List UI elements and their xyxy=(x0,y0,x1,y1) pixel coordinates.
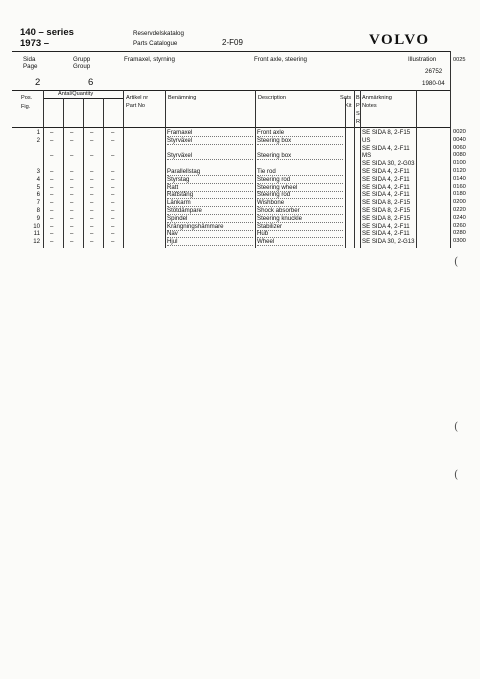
col-p: P xyxy=(356,103,360,109)
table-row xyxy=(0,191,480,199)
volvo-logo: VOLVO xyxy=(369,32,430,48)
row-quantity: – xyxy=(50,152,54,160)
col-name-sv: Benämning xyxy=(168,95,197,101)
row-note: SE SIDA 4, 2-F11 xyxy=(362,175,410,183)
group-label-en: Group xyxy=(73,63,91,70)
row-quantity: – xyxy=(111,152,115,160)
row-name-sv: Styrväxel xyxy=(167,152,253,160)
row-quantity: – xyxy=(50,207,54,214)
row-name-sv: Styrstag xyxy=(167,176,253,184)
row-description: Steering box xyxy=(257,137,343,145)
col-pos: Pos. xyxy=(21,95,33,101)
row-description: Shock absorber xyxy=(257,207,343,215)
row-note: SE SIDA 30, 2-G13 xyxy=(362,238,415,246)
catalog-title-sv: Reservdelskatalog xyxy=(133,30,184,37)
row-name-sv: Spindel xyxy=(167,215,253,223)
table-row xyxy=(0,168,480,176)
row-description: Wheel xyxy=(257,238,343,246)
table-row xyxy=(0,152,480,160)
row-pos: 5 xyxy=(36,183,40,191)
table-row xyxy=(0,238,480,246)
row-note: SE SIDA 4, 2-F11 xyxy=(362,230,410,238)
row-quantity: – xyxy=(50,129,54,136)
table-row xyxy=(0,129,480,137)
row-description: Steering knuckle xyxy=(257,215,343,223)
punch-mark-icon: ( xyxy=(454,420,459,433)
col-fig: Fig. xyxy=(21,104,31,110)
row-pos: 7 xyxy=(36,199,40,207)
col-kit: Kit xyxy=(345,103,352,109)
row-quantity: – xyxy=(50,230,54,238)
row-note: SE SIDA 4, 2-F11 xyxy=(362,144,410,152)
row-code: 0300 xyxy=(453,238,466,245)
row-quantity: – xyxy=(70,230,74,238)
row-description: Hub xyxy=(257,230,343,238)
group-label-sv: Grupp xyxy=(73,56,91,63)
row-quantity: – xyxy=(70,168,74,175)
row-quantity: – xyxy=(70,136,74,144)
row-quantity: – xyxy=(90,230,94,238)
row-quantity: – xyxy=(50,168,54,175)
page-label-sv: Sida xyxy=(23,56,36,63)
punch-mark-icon: ( xyxy=(454,255,459,268)
page-label-en: Page xyxy=(23,63,38,70)
row-description: Wishbone xyxy=(257,199,343,207)
illustration-label: Illustration xyxy=(408,56,437,63)
row-quantity: – xyxy=(50,214,54,222)
row-quantity: – xyxy=(111,238,115,246)
table-row xyxy=(0,230,480,238)
col-remark-sv: Anmärkning xyxy=(362,95,392,101)
col-sats: Sats xyxy=(340,95,352,101)
row-quantity: – xyxy=(90,199,94,207)
row-code: 0040 xyxy=(453,136,466,143)
section-title-sv: Framaxel, styrning xyxy=(124,56,175,63)
row-quantity: – xyxy=(90,136,94,144)
row-quantity: – xyxy=(90,129,94,136)
col-article-sv: Artikel nr xyxy=(126,95,149,101)
row-quantity: – xyxy=(90,152,94,160)
row-quantity: – xyxy=(111,183,115,191)
col-r: R xyxy=(356,119,361,125)
table-row xyxy=(0,176,480,184)
row-pos: 3 xyxy=(36,168,40,175)
group-number: 6 xyxy=(88,77,94,88)
row-quantity: – xyxy=(111,230,115,238)
col-description: Description xyxy=(258,95,286,101)
row-quantity: – xyxy=(90,238,94,246)
table-row xyxy=(0,199,480,207)
row-description: Stabilizer xyxy=(257,223,343,231)
row-pos: 9 xyxy=(36,214,40,222)
row-description: Tie rod xyxy=(257,168,343,176)
col-remark-en: Notes xyxy=(362,103,377,109)
row-code: 0080 xyxy=(453,152,466,159)
row-note: SE SIDA 8, 2-F15 xyxy=(362,214,411,222)
series-years: 1973 – xyxy=(20,38,50,49)
table-row xyxy=(0,223,480,231)
row-pos: 11 xyxy=(33,230,40,238)
row-quantity: – xyxy=(111,214,115,222)
row-quantity: – xyxy=(70,129,74,136)
row-quantity: – xyxy=(90,214,94,222)
row-code: 0060 xyxy=(453,144,466,151)
row-quantity: – xyxy=(70,238,74,246)
row-note: SE SIDA 8, 2-F15 xyxy=(362,207,411,214)
row-code: 0200 xyxy=(453,199,466,206)
row-note: SE SIDA 8, 2-F15 xyxy=(362,129,411,136)
row-pos: 4 xyxy=(36,175,40,183)
col-quantity: Antal/Quantity xyxy=(58,91,94,97)
row-quantity: – xyxy=(90,175,94,183)
row-pos: 8 xyxy=(36,207,40,214)
table-row xyxy=(0,184,480,192)
row-code: 0160 xyxy=(453,183,466,190)
row-pos: 2 xyxy=(36,136,40,144)
table-row xyxy=(0,207,480,215)
row-note: SE SIDA 8, 2-F15 xyxy=(362,199,411,207)
row-quantity: – xyxy=(70,207,74,214)
row-note: SE SIDA 4, 2-F11 xyxy=(362,191,410,199)
row-quantity: – xyxy=(50,191,54,199)
series-title: 140 – series xyxy=(20,27,74,38)
punch-mark-icon: ( xyxy=(454,468,459,481)
row-name-sv: Ratt xyxy=(167,184,253,192)
row-code: 0240 xyxy=(453,214,466,221)
page-number: 2 xyxy=(35,77,41,88)
row-name-sv: Hjul xyxy=(167,238,253,246)
row-note: US xyxy=(362,136,371,144)
row-code: 0260 xyxy=(453,222,466,229)
row-description: Steering wheel xyxy=(257,184,343,192)
row-quantity: – xyxy=(111,191,115,199)
col-article-en: Part No xyxy=(126,103,145,109)
table-row xyxy=(0,145,480,153)
row-quantity: – xyxy=(111,199,115,207)
row-quantity: – xyxy=(111,129,115,136)
row-note: SE SIDA 4, 2-F11 xyxy=(362,222,410,230)
row-name-sv: Styrväxel xyxy=(167,137,253,145)
row-quantity: – xyxy=(90,191,94,199)
row-code: 0020 xyxy=(453,129,466,135)
row-quantity: – xyxy=(111,207,115,214)
row-quantity: – xyxy=(70,222,74,230)
row-quantity: – xyxy=(70,199,74,207)
row-quantity: – xyxy=(90,183,94,191)
catalog-code: 2-F09 xyxy=(222,38,243,47)
row-quantity: – xyxy=(70,191,74,199)
row-quantity: – xyxy=(70,183,74,191)
row-code: 0140 xyxy=(453,175,466,182)
row-description: Steering rod xyxy=(257,176,343,184)
row-quantity: – xyxy=(50,222,54,230)
column-header-divider xyxy=(12,127,450,128)
section-title-en: Front axle, steering xyxy=(254,56,307,63)
row-quantity: – xyxy=(111,168,115,175)
row-name-sv: Framaxel xyxy=(167,129,253,137)
table-row xyxy=(0,160,480,168)
row-pos: 12 xyxy=(33,238,40,246)
row-quantity: – xyxy=(50,199,54,207)
header-divider xyxy=(12,51,450,52)
row-code: 0220 xyxy=(453,207,466,213)
row-quantity: – xyxy=(50,175,54,183)
row-quantity: – xyxy=(70,152,74,160)
row-note: MS xyxy=(362,152,372,160)
row-pos: 10 xyxy=(33,222,40,230)
row-name-sv: Nav xyxy=(167,230,253,238)
row-note: SE SIDA 30, 2-G03 xyxy=(362,160,415,168)
issue-date: 1980-04 xyxy=(422,80,445,87)
row-name-sv: Länkarm xyxy=(167,199,253,207)
row-code: 0100 xyxy=(453,160,466,167)
row-name-sv: Krängningshämmare xyxy=(167,223,253,231)
row-quantity: – xyxy=(111,222,115,230)
col-b: B xyxy=(356,95,360,101)
row-quantity: – xyxy=(70,214,74,222)
table-row xyxy=(0,215,480,223)
table-row xyxy=(0,137,480,145)
row-name-sv: Stötdämpare xyxy=(167,207,253,215)
row-description: Steering rod xyxy=(257,191,343,199)
row-description: Front axle xyxy=(257,129,343,137)
row-quantity: – xyxy=(50,136,54,144)
row-quantity: – xyxy=(50,183,54,191)
side-code: 0025 xyxy=(453,57,466,63)
row-name-sv: Parallellstag xyxy=(167,168,253,176)
row-quantity: – xyxy=(90,168,94,175)
illustration-number: 26752 xyxy=(425,68,443,75)
row-code: 0120 xyxy=(453,168,466,174)
row-quantity: – xyxy=(90,222,94,230)
catalog-title-en: Parts Catalogue xyxy=(133,40,178,47)
row-pos: 6 xyxy=(36,191,40,199)
row-code: 0180 xyxy=(453,191,466,198)
row-note: SE SIDA 4, 2-F11 xyxy=(362,168,410,175)
row-note: SE SIDA 4, 2-F11 xyxy=(362,183,410,191)
row-quantity: – xyxy=(50,238,54,246)
row-pos: 1 xyxy=(36,129,40,136)
row-quantity: – xyxy=(70,175,74,183)
row-quantity: – xyxy=(111,136,115,144)
row-quantity: – xyxy=(90,207,94,214)
row-code: 0280 xyxy=(453,230,466,237)
row-name-sv: Rattstång xyxy=(167,191,253,199)
row-description: Steering box xyxy=(257,152,343,160)
col-s: S xyxy=(356,111,360,117)
row-quantity: – xyxy=(111,175,115,183)
